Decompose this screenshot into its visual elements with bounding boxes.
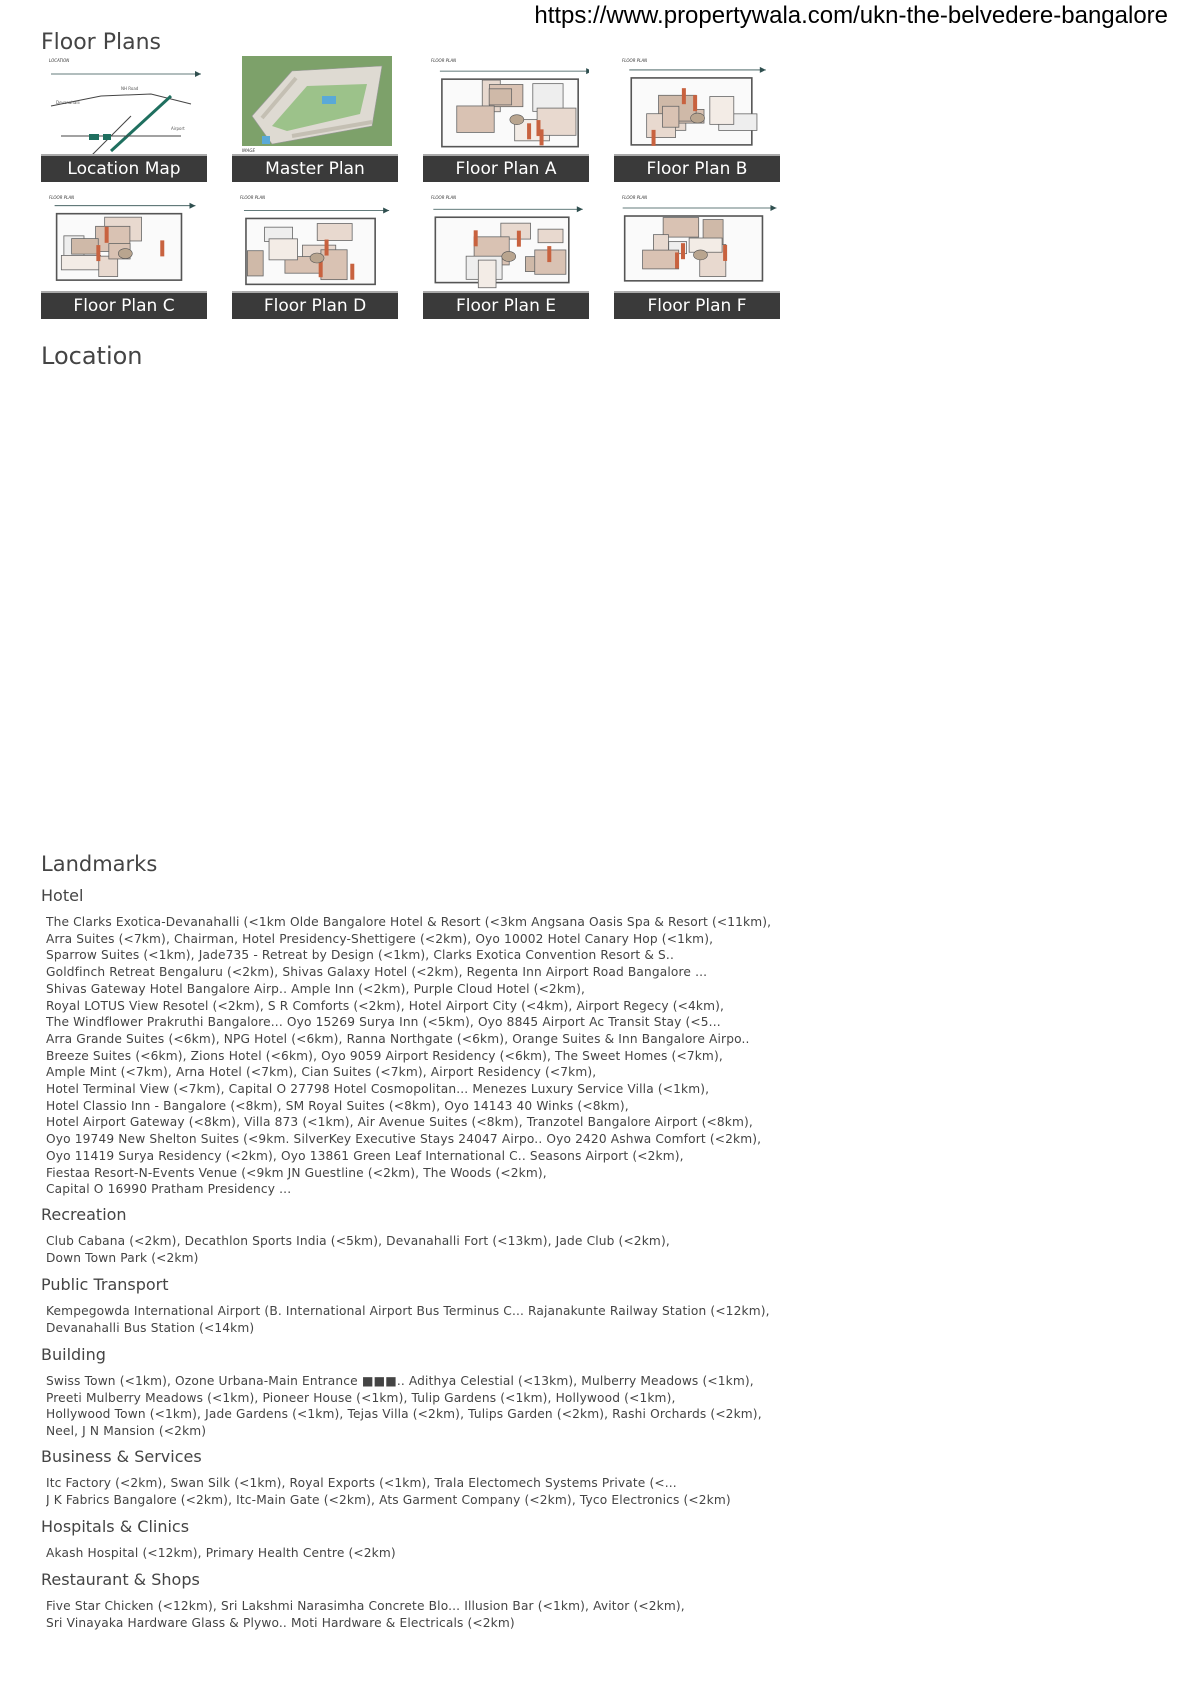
floor-plan-image (41, 193, 207, 293)
landmark-items (41, 914, 781, 1198)
landmark-line: Shivas Gateway Hotel Bangalore Airp.. Ample Inn (<2km), Purple Cloud Hotel (<2km), (46, 981, 585, 996)
thumbnail-caption: Floor Plan A (423, 156, 589, 182)
landmark-line: J K Fabrics Bangalore (<2km), Itc-Main Gate (<2km), Ats Garment Company (<2km), Tyco Electronics (<2km) (46, 1492, 731, 1507)
svg-text:Devanahalli: Devanahalli (56, 100, 80, 105)
svg-text:NH Road: NH Road (121, 86, 139, 91)
floor-plan-thumbnail[interactable] (41, 193, 207, 319)
landmark-line: Hollywood Town (<1km), Jade Gardens (<1km), Tejas Villa (<2km), Tulips Garden (<2km), Rashi Orchards (<2km), (46, 1407, 762, 1422)
landmark-section (41, 1275, 781, 1336)
landmark-line: Club Cabana (<2km), Decathlon Sports India (<5km), Devanahalli Fort (<13km), Jade Club (<2km), (46, 1234, 670, 1248)
floor-plan-image (614, 193, 780, 293)
landmark-line: Arra Grande Suites (<6km), NPG Hotel (<6km), Ranna Northgate (<6km), Orange Suites & Inn Bangalore Airpo.. (46, 1031, 750, 1046)
floor-plan-thumbnail[interactable] (232, 193, 398, 319)
landmark-category: Hotel (41, 886, 84, 905)
floor-plans-heading: Floor Plans (41, 30, 161, 55)
thumbnail-tag: FLOOR PLAN (431, 58, 457, 63)
floor-plan-thumbnail[interactable] (423, 193, 589, 319)
landmark-items (41, 1598, 781, 1631)
landmark-items (41, 1475, 781, 1508)
page-url[interactable]: https://www.propertywala.com/ukn-the-belvedere-bangalore (534, 2, 1168, 29)
svg-text:Airport: Airport (171, 126, 185, 131)
thumbnail-tag: LOCATION (49, 58, 70, 63)
landmark-line: Itc Factory (<2km), Swan Silk (<1km), Royal Exports (<1km), Trala Electomech Systems Private (<... (46, 1476, 677, 1490)
landmark-line: The Clarks Exotica-Devanahalli (<1km Olde Bangalore Hotel & Resort (<3km Angsana Oasis Spa & Resort (<11km), (46, 915, 772, 929)
location-map-area (41, 380, 781, 830)
landmark-line: Preeti Mulberry Meadows (<1km), Pioneer House (<1km), Tulip Gardens (<1km), Hollywood (<1km), (46, 1390, 676, 1405)
floor-plan-thumbnail[interactable] (614, 193, 780, 319)
floor-plan-image (232, 193, 398, 293)
landmark-line: Five Star Chicken (<12km), Sri Lakshmi Narasimha Concrete Blo... Illusion Bar (<1km), Avitor (<2km), (46, 1599, 685, 1613)
thumbnail-caption: Floor Plan F (614, 293, 780, 319)
landmark-line: Swiss Town (<1km), Ozone Urbana-Main Entrance ■■■.. Adithya Celestial (<13km), Mulberry Meadows (<1km), (46, 1374, 754, 1388)
landmark-category: Restaurant & Shops (41, 1570, 200, 1589)
landmark-line: Ample Mint (<7km), Arna Hotel (<7km), Cian Suites (<7km), Airport Residency (<7km), (46, 1065, 597, 1080)
thumbnail-tag: FLOOR PLAN (622, 195, 648, 200)
floor-plan-image (423, 193, 589, 293)
landmark-line: Hotel Classio Inn - Bangalore (<8km), SM Royal Suites (<8km), Oyo 14143 40 Winks (<8km), (46, 1098, 629, 1113)
landmark-line: Neel, J N Mansion (<2km) (46, 1424, 207, 1439)
thumbnail-caption: Location Map (41, 156, 207, 182)
landmark-line: Oyo 19749 New Shelton Suites (<9km. SilverKey Executive Stays 24047 Airpo.. Oyo 2420 Ashwa Comfort (<2km), (46, 1132, 762, 1147)
landmark-section (41, 1517, 781, 1562)
landmark-line: Kempegowda International Airport (B. International Airport Bus Terminus C... Rajanakunte Railway Station (<12km), (46, 1304, 770, 1318)
location-heading: Location (41, 342, 143, 370)
landmark-line: Fiestaa Resort-N-Events Venue (<9km JN Guestline (<2km), The Woods (<2km), (46, 1165, 547, 1180)
landmark-line: Goldfinch Retreat Bengaluru (<2km), Shivas Galaxy Hotel (<2km), Regenta Inn Airport Road Bangalore ... (46, 965, 708, 980)
floor-plan-thumbnail[interactable] (232, 56, 398, 182)
thumbnail-tag: IMAGE (242, 148, 255, 153)
location-map-image (41, 56, 207, 156)
landmark-section (41, 886, 781, 1198)
landmark-items (41, 1303, 781, 1336)
landmark-line: Arra Suites (<7km), Chairman, Hotel Presidency-Shettigere (<2km), Oyo 10002 Hotel Canary Hop (<1km), (46, 931, 714, 946)
landmark-line: Akash Hospital (<12km), Primary Health Centre (<2km) (46, 1546, 396, 1560)
thumbnail-tag: FLOOR PLAN (431, 195, 457, 200)
landmark-category: Business & Services (41, 1447, 202, 1466)
landmark-line: The Windflower Prakruthi Bangalore... Oyo 15269 Surya Inn (<5km), Oyo 8845 Airport Ac Transit Stay (<5... (46, 1015, 721, 1030)
thumbnail-caption: Floor Plan D (232, 293, 398, 319)
landmark-line: Breeze Suites (<6km), Zions Hotel (<6km), Oyo 9059 Airport Residency (<6km), The Sweet Homes (<7km), (46, 1048, 723, 1063)
thumbnail-tag: FLOOR PLAN (240, 195, 266, 200)
thumbnail-caption: Floor Plan E (423, 293, 589, 319)
landmark-items (41, 1373, 781, 1440)
floor-plan-thumbnail[interactable] (41, 56, 207, 182)
thumbnail-caption: Floor Plan C (41, 293, 207, 319)
landmark-line: Oyo 11419 Surya Residency (<2km), Oyo 13861 Green Leaf International C.. Seasons Airport (<2km), (46, 1148, 684, 1163)
landmark-line: Devanahalli Bus Station (<14km) (46, 1320, 255, 1335)
master-plan-image (232, 56, 398, 156)
landmark-items (41, 1233, 781, 1266)
landmark-line: Hotel Airport Gateway (<8km), Villa 873 (<1km), Air Avenue Suites (<8km), Tranzotel Bangalore Airport (<8km), (46, 1115, 753, 1130)
floor-plan-thumbnail[interactable] (423, 56, 589, 182)
landmarks-heading: Landmarks (41, 852, 158, 876)
landmark-section (41, 1447, 781, 1508)
landmark-category: Public Transport (41, 1275, 169, 1294)
thumbnail-tag: FLOOR PLAN (622, 58, 648, 63)
landmark-section (41, 1205, 781, 1266)
landmark-line: Hotel Terminal View (<7km), Capital O 27798 Hotel Cosmopolitan... Menezes Luxury Service Villa (<1km), (46, 1082, 710, 1097)
floor-plan-image (614, 56, 780, 156)
landmark-line: Down Town Park (<2km) (46, 1250, 199, 1265)
thumbnail-tag: FLOOR PLAN (49, 195, 75, 200)
landmark-section (41, 1345, 781, 1440)
floor-plan-thumbnail[interactable] (614, 56, 780, 182)
landmark-line: Sparrow Suites (<1km), Jade735 - Retreat by Design (<1km), Clarks Exotica Convention Resort & S.. (46, 948, 674, 963)
landmark-category: Hospitals & Clinics (41, 1517, 190, 1536)
landmark-line: Sri Vinayaka Hardware Glass & Plywo.. Moti Hardware & Electricals (<2km) (46, 1615, 515, 1630)
landmark-category: Recreation (41, 1205, 127, 1224)
landmark-category: Building (41, 1345, 106, 1364)
landmark-section (41, 1570, 781, 1631)
landmark-line: Royal LOTUS View Resotel (<2km), S R Comforts (<2km), Hotel Airport City (<4km), Airport Regecy (<4km), (46, 998, 725, 1013)
floor-plan-image (423, 56, 589, 156)
landmark-line: Capital O 16990 Pratham Presidency ... (46, 1182, 292, 1197)
landmark-items (41, 1545, 781, 1562)
thumbnail-caption: Master Plan (232, 156, 398, 182)
thumbnail-caption: Floor Plan B (614, 156, 780, 182)
